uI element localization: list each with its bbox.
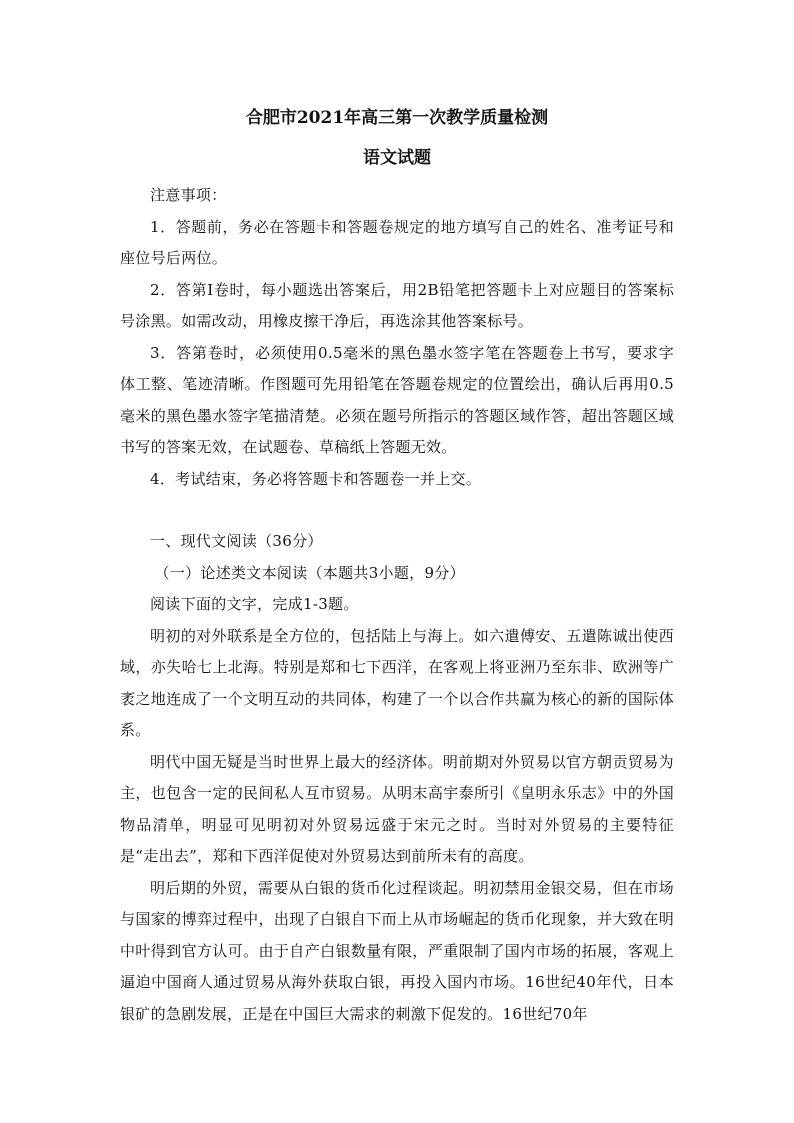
section-gap bbox=[120, 495, 674, 526]
notice-item-3: 3．答第卷时，必须使用0.5毫米的黑色墨水签字笔在答题卷上书写，要求字体工整、笔迹清晰。作图题可先用铅笔在答题卷规定的位置绘出，确认后再用0.5毫米的黑色墨水签字笔描清楚。必须在题号所指示的答题区域作答，超出答题区域书写的答案无效，在试题卷、草稿纸上答题无效。 bbox=[120, 343, 674, 456]
notice-item-1: 1．答题前，务必在答题卡和答题卷规定的地方填写自己的姓名、准考证号和座位号后两位。 bbox=[120, 217, 674, 267]
passage-paragraph-1: 明初的对外联系是全方位的，包括陆上与海上。如六遣傅安、五遣陈诚出使西域，亦失哈七上北海。特别是郑和七下西洋，在客观上将亚洲乃至东非、欧洲等广袤之地连成了一个文明互动的共同体，构建了一个以合作共赢为核心的新的国际体系。 bbox=[120, 626, 674, 739]
passage-paragraph-2: 明代中国无疑是当时世界上最大的经济体。明前期对外贸易以官方朝贡贸易为主，也包含一定的民间私人互市贸易。从明末高宇泰所引《皇明永乐志》中的外国物品清单，明显可见明初对外贸易远盛于宋元之时。当时对外贸易的主要特征是“走出去”，郑和下西洋促使对外贸易达到前所未有的高度。 bbox=[120, 752, 674, 865]
notice-item-4: 4．考试结束，务必将答题卡和答题卷一并上交。 bbox=[150, 469, 482, 488]
subsection-heading: （一）论述类文本阅读（本题共3小题，9分） bbox=[154, 563, 465, 582]
document-subtitle: 语文试题 bbox=[363, 148, 431, 168]
notice-item-2: 2．答第Ⅰ卷时，每小题选出答案后，用2B铅笔把答题卡上对应题目的答案标号涂黑。如需改动，用橡皮擦干净后，再选涂其他答案标号。 bbox=[120, 280, 674, 330]
document-title: 合肥市2021年高三第一次教学质量检测 bbox=[245, 108, 549, 128]
section-heading: 一、现代文阅读（36分） bbox=[150, 532, 323, 550]
passage-paragraph-3: 明后期的外贸，需要从白银的货币化过程谈起。明初禁用金银交易，但在市场与国家的博弈过程中，出现了白银自下而上从市场崛起的货币化现象，并大致在明中叶得到官方认可。由于自产白银数量有限，严重限制了国内市场的拓展，客观上逼迫中国商人通过贸易从海外获取白银，再投入国内市场。16世纪40年代，日本银矿的急剧发展，正是在中国巨大需求的刺激下促发的。16世纪70年 bbox=[120, 878, 674, 1023]
reading-instruction: 阅读下面的文字，完成1-3题。 bbox=[150, 595, 359, 613]
notice-heading: 注意事项： bbox=[150, 186, 227, 204]
